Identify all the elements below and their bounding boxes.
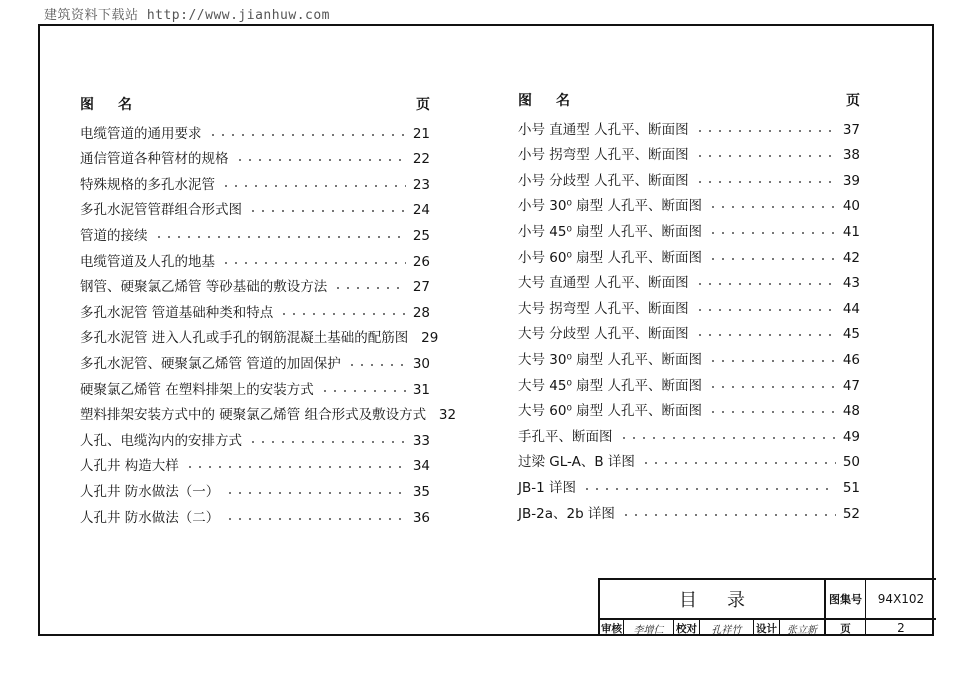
toc-entry — [518, 496, 860, 522]
toc-entry-page: 45 — [842, 326, 860, 343]
toc-entry-title: 大号 拐弯型 人孔平、断面图 — [518, 300, 689, 317]
toc-entry-page: 44 — [842, 300, 860, 317]
toc-entry — [80, 193, 430, 219]
dot-leader — [333, 287, 406, 289]
toc-entry-page: 27 — [412, 279, 430, 296]
toc-entry-page: 50 — [842, 454, 860, 471]
dot-leader — [708, 258, 836, 260]
toc-entry-page: 37 — [842, 121, 860, 138]
toc-entry-title: 小号 拐弯型 人孔平、断面图 — [518, 147, 689, 164]
toc-entry — [518, 240, 860, 266]
site-watermark: 建筑资料下载站 http://www.jianhuw.com — [44, 8, 331, 23]
toc-entry — [80, 321, 439, 347]
dot-leader — [621, 514, 836, 516]
toc-entry-title: 小号 45⁰ 扇型 人孔平、断面图 — [518, 223, 702, 240]
toc-entry-page: 34 — [412, 458, 430, 475]
toc-entry-page: 29 — [421, 330, 439, 347]
dot-leader — [708, 206, 836, 208]
design-label: 设计 — [754, 620, 780, 636]
dot-leader — [708, 232, 836, 234]
dot-leader — [619, 437, 837, 439]
toc-entry-page: 42 — [842, 249, 860, 266]
dot-leader — [641, 462, 836, 464]
dot-leader — [279, 313, 406, 315]
toc-entry-title: 手孔平、断面图 — [518, 428, 613, 445]
title-block-title: 目录 — [600, 580, 826, 618]
dot-leader — [208, 134, 407, 136]
toc-entry-page: 51 — [842, 479, 860, 496]
page-label: 页 — [826, 620, 866, 636]
dot-leader — [185, 466, 406, 468]
toc-right-column — [518, 86, 860, 522]
toc-entry — [518, 368, 860, 394]
dot-leader — [695, 283, 836, 285]
toc-entry-page: 38 — [842, 147, 860, 164]
toc-entry-page: 32 — [438, 407, 457, 424]
toc-entry — [80, 270, 430, 296]
dot-leader — [695, 309, 836, 311]
toc-entry-title: 大号 分歧型 人孔平、断面图 — [518, 326, 689, 343]
toc-entry — [518, 445, 860, 471]
toc-entry — [80, 218, 430, 244]
toc-entry — [518, 214, 860, 240]
toc-entry — [518, 470, 860, 496]
toc-entry-title: 特殊规格的多孔水泥管 — [80, 176, 215, 193]
toc-entry-page: 24 — [412, 202, 430, 219]
page-number: 2 — [897, 621, 905, 635]
dot-leader — [320, 390, 406, 392]
toc-entry-title: 小号 30⁰ 扇型 人孔平、断面图 — [518, 198, 702, 215]
toc-entry-title: 大号 60⁰ 扇型 人孔平、断面图 — [518, 403, 702, 420]
toc-entry-title: 硬聚氯乙烯管 在塑料排架上的安装方式 — [80, 381, 314, 398]
title-block-signature-row — [600, 618, 936, 636]
dot-leader — [248, 441, 406, 443]
toc-entry-page: 49 — [842, 428, 860, 445]
toc-entry-page: 46 — [842, 351, 860, 368]
toc-entry — [80, 449, 430, 475]
toc-entry-title: 电缆管道的通用要求 — [80, 125, 202, 142]
toc-entry — [518, 138, 860, 164]
toc-entry — [80, 474, 430, 500]
toc-entry-title: JB-1 详图 — [518, 479, 576, 496]
dot-leader — [235, 159, 407, 161]
dot-leader — [708, 386, 836, 388]
header-page: 页 — [416, 97, 430, 113]
title-block — [598, 578, 936, 636]
toc-entry-page: 41 — [842, 223, 860, 240]
dot-leader — [221, 185, 406, 187]
toc-entry — [518, 419, 860, 445]
check-signature: 孔祥竹 — [700, 620, 754, 636]
review-signature: 李增仁 — [624, 620, 674, 636]
check-label: 校对 — [674, 620, 700, 636]
toc-entry — [518, 291, 860, 317]
toc-entry-title: 人孔井 构造大样 — [80, 458, 179, 475]
toc-entry — [518, 342, 860, 368]
toc-entry — [518, 317, 860, 343]
toc-entry-title: 人孔井 防水做法（二） — [80, 509, 220, 526]
dot-leader — [695, 181, 836, 183]
toc-entry-page: 23 — [412, 176, 430, 193]
dot-leader — [225, 492, 406, 494]
dot-leader — [708, 411, 836, 413]
toc-entry-title: 钢管、硬聚氯乙烯管 等砂基础的敷设方法 — [80, 279, 328, 296]
toc-entry-page: 47 — [842, 377, 860, 394]
toc-entry-page: 35 — [412, 483, 430, 500]
toc-right-header — [518, 86, 860, 112]
toc-entry — [80, 244, 430, 270]
dot-leader — [221, 262, 406, 264]
toc-entry — [518, 266, 860, 292]
toc-entry-title: 管道的接续 — [80, 227, 148, 244]
toc-right-list — [518, 112, 860, 522]
atlas-number: 94X102 — [877, 592, 925, 606]
toc-entry-page: 25 — [412, 227, 430, 244]
dot-leader — [695, 155, 836, 157]
toc-entry — [80, 398, 457, 424]
toc-entry-title: 人孔、电缆沟内的安排方式 — [80, 432, 242, 449]
toc-entry-title: 小号 直通型 人孔平、断面图 — [518, 121, 689, 138]
toc-entry — [80, 500, 430, 526]
toc-entry — [80, 423, 430, 449]
dot-leader — [154, 236, 407, 238]
toc-entry — [518, 189, 860, 215]
header-page: 页 — [846, 93, 860, 109]
toc-entry-page: 21 — [412, 125, 430, 142]
toc-entry-page: 39 — [842, 172, 860, 189]
toc-entry — [518, 163, 860, 189]
toc-entry-page: 28 — [412, 304, 430, 321]
toc-entry-title: 塑料排架安装方式中的 硬聚氯乙烯管 组合形式及敷设方式 — [80, 407, 427, 424]
toc-entry-page: 22 — [412, 151, 430, 168]
toc-entry-title: 多孔水泥管 管道基础种类和特点 — [80, 304, 274, 321]
dot-leader — [225, 518, 406, 520]
drawing-frame — [38, 24, 934, 636]
toc-entry-page: 26 — [412, 253, 430, 270]
dot-leader — [347, 364, 406, 366]
toc-entry — [80, 295, 430, 321]
toc-entry-page: 43 — [842, 275, 860, 292]
toc-entry — [518, 112, 860, 138]
dot-leader — [248, 210, 406, 212]
toc-entry-page: 30 — [412, 355, 430, 372]
toc-entry — [80, 346, 430, 372]
toc-entry — [80, 372, 430, 398]
header-name: 图名 — [80, 97, 156, 113]
dot-leader — [695, 334, 836, 336]
toc-entry-title: 人孔井 防水做法（一） — [80, 483, 220, 500]
toc-entry-title: 小号 60⁰ 扇型 人孔平、断面图 — [518, 249, 702, 266]
toc-entry-title: 多孔水泥管、硬聚氯乙烯管 管道的加固保护 — [80, 355, 341, 372]
toc-entry — [80, 116, 430, 142]
toc-entry — [518, 394, 860, 420]
toc-entry-title: 多孔水泥管 进入人孔或手孔的钢筋混凝土基础的配筋图 — [80, 330, 409, 347]
toc-entry-title: 多孔水泥管管群组合形式图 — [80, 202, 242, 219]
toc-left-header — [80, 90, 430, 116]
dot-leader — [708, 360, 836, 362]
toc-entry-page: 33 — [412, 432, 430, 449]
toc-entry-title: 电缆管道及人孔的地基 — [80, 253, 215, 270]
toc-entry-title: JB-2a、2b 详图 — [518, 505, 615, 522]
review-label: 审核 — [600, 620, 624, 636]
toc-entry-page: 48 — [842, 403, 860, 420]
toc-entry-title: 通信管道各种管材的规格 — [80, 151, 229, 168]
toc-entry-title: 大号 直通型 人孔平、断面图 — [518, 275, 689, 292]
design-signature: 张立新 — [780, 620, 826, 636]
toc-entry-page: 36 — [412, 509, 430, 526]
toc-entry-title: 小号 分歧型 人孔平、断面图 — [518, 172, 689, 189]
toc-entry-title: 大号 45⁰ 扇型 人孔平、断面图 — [518, 377, 702, 394]
toc-entry-title: 过梁 GL-A、B 详图 — [518, 454, 635, 471]
toc-entry-title: 大号 30⁰ 扇型 人孔平、断面图 — [518, 351, 702, 368]
dot-leader — [582, 488, 836, 490]
header-name: 图名 — [518, 93, 594, 109]
toc-entry-page: 31 — [412, 381, 430, 398]
toc-left-column — [80, 90, 457, 526]
toc-left-list — [80, 116, 457, 526]
toc-entry — [80, 142, 430, 168]
dot-leader — [695, 130, 836, 132]
toc-entry — [80, 167, 430, 193]
toc-entry-page: 40 — [842, 198, 860, 215]
atlas-number-label: 图集号 — [826, 580, 866, 618]
toc-entry-page: 52 — [842, 505, 860, 522]
